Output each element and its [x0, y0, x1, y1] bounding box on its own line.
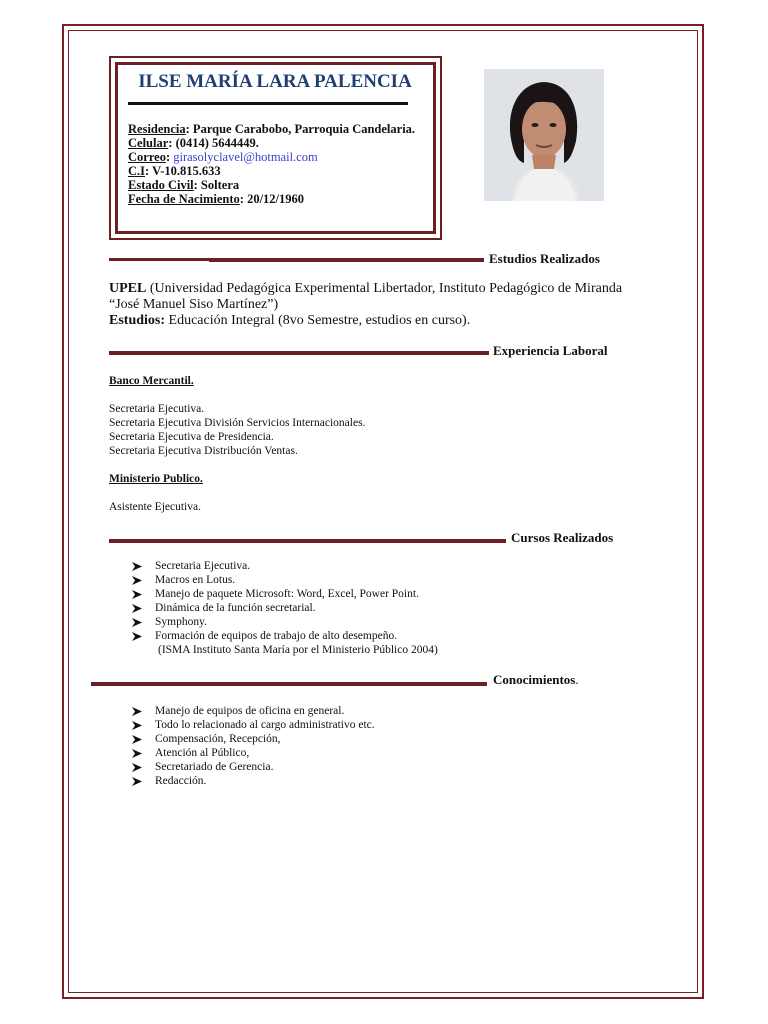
candidate-name: ILSE MARÍA LARA PALENCIA — [138, 71, 412, 92]
info-residencia: Residencia: Parque Carabobo, Parroquia Candelaria. — [128, 122, 416, 136]
arrowhead-bullet-icon — [132, 746, 142, 758]
employer-ministerio-publico: Ministerio Publico. — [109, 473, 203, 485]
section-rule-experiencia — [109, 351, 489, 355]
list-item: Formación de equipos de trabajo de alto desempeño. — [132, 629, 438, 643]
list-item: Redacción. — [132, 774, 375, 788]
estudios-line-2: “José Manuel Siso Martínez”) — [109, 297, 279, 312]
section-rule-estudios-left — [109, 258, 209, 261]
list-item: Secretariado de Gerencia. — [132, 760, 375, 774]
arrowhead-bullet-icon — [132, 774, 142, 786]
arrowhead-bullet-icon — [132, 601, 142, 613]
arrowhead-bullet-icon — [132, 760, 142, 772]
list-item: Manejo de equipos de oficina en general. — [132, 704, 375, 718]
list-item: Symphony. — [132, 615, 438, 629]
cursos-list — [132, 559, 438, 657]
arrowhead-bullet-icon — [132, 704, 142, 716]
arrowhead-bullet-icon — [132, 732, 142, 744]
estudios-line-1: UPEL (Universidad Pedagógica Experimental Libertador, Instituto Pedagógico de Miranda — [109, 281, 623, 296]
email-link[interactable]: girasolyclavel@hotmail.com — [173, 150, 318, 164]
section-rule-conocimientos — [91, 682, 487, 686]
section-rule-cursos — [109, 539, 506, 543]
role-line: Secretaria Ejecutiva División Servicios Internacionales. — [109, 417, 366, 429]
arrowhead-bullet-icon — [132, 629, 142, 641]
info-celular: Celular: (0414) 5644449. — [128, 136, 259, 150]
list-item: Compensación, Recepción, — [132, 732, 375, 746]
arrowhead-bullet-icon — [132, 559, 142, 571]
section-title-estudios: Estudios Realizados — [489, 251, 600, 266]
section-rule-estudios — [209, 258, 484, 262]
section-title-cursos: Cursos Realizados — [511, 530, 614, 545]
conocimientos-list — [132, 704, 375, 788]
role-line: Secretaria Ejecutiva de Presidencia. — [109, 431, 274, 443]
list-item: Todo lo relacionado al cargo administrativo etc. — [132, 718, 375, 732]
info-correo: Correo: girasolyclavel@hotmail.com — [128, 150, 318, 164]
estudios-line-3: Estudios: Educación Integral (8vo Semestre, estudios en curso). — [109, 313, 471, 328]
list-item: Dinámica de la función secretarial. — [132, 601, 438, 615]
info-estado-civil: Estado Civil: Soltera — [128, 178, 240, 192]
arrowhead-bullet-icon — [132, 718, 142, 730]
arrowhead-bullet-icon — [132, 573, 142, 585]
list-item-note: (ISMA Instituto Santa María por el Ministerio Público 2004) — [158, 644, 438, 656]
role-line: Secretaria Ejecutiva Distribución Ventas. — [109, 445, 298, 457]
arrowhead-bullet-icon — [132, 615, 142, 627]
list-item: Atención al Público, — [132, 746, 375, 760]
list-item: Macros en Lotus. — [132, 573, 438, 587]
employer-banco-mercantil: Banco Mercantil. — [109, 375, 194, 387]
section-title-conocimientos: Conocimientos. — [493, 672, 579, 687]
info-ci: C.I: V-10.815.633 — [128, 164, 221, 178]
role-line: Asistente Ejecutiva. — [109, 501, 201, 513]
arrowhead-bullet-icon — [132, 587, 142, 599]
name-underline — [128, 102, 408, 105]
list-item: Secretaria Ejecutiva. — [132, 559, 438, 573]
info-fecha-nacimiento: Fecha de Nacimiento: 20/12/1960 — [128, 192, 305, 206]
profile-photo — [484, 69, 604, 201]
list-item: Manejo de paquete Microsoft: Word, Excel, Power Point. — [132, 587, 438, 601]
section-title-experiencia: Experiencia Laboral — [493, 343, 608, 358]
role-line: Secretaria Ejecutiva. — [109, 403, 205, 415]
